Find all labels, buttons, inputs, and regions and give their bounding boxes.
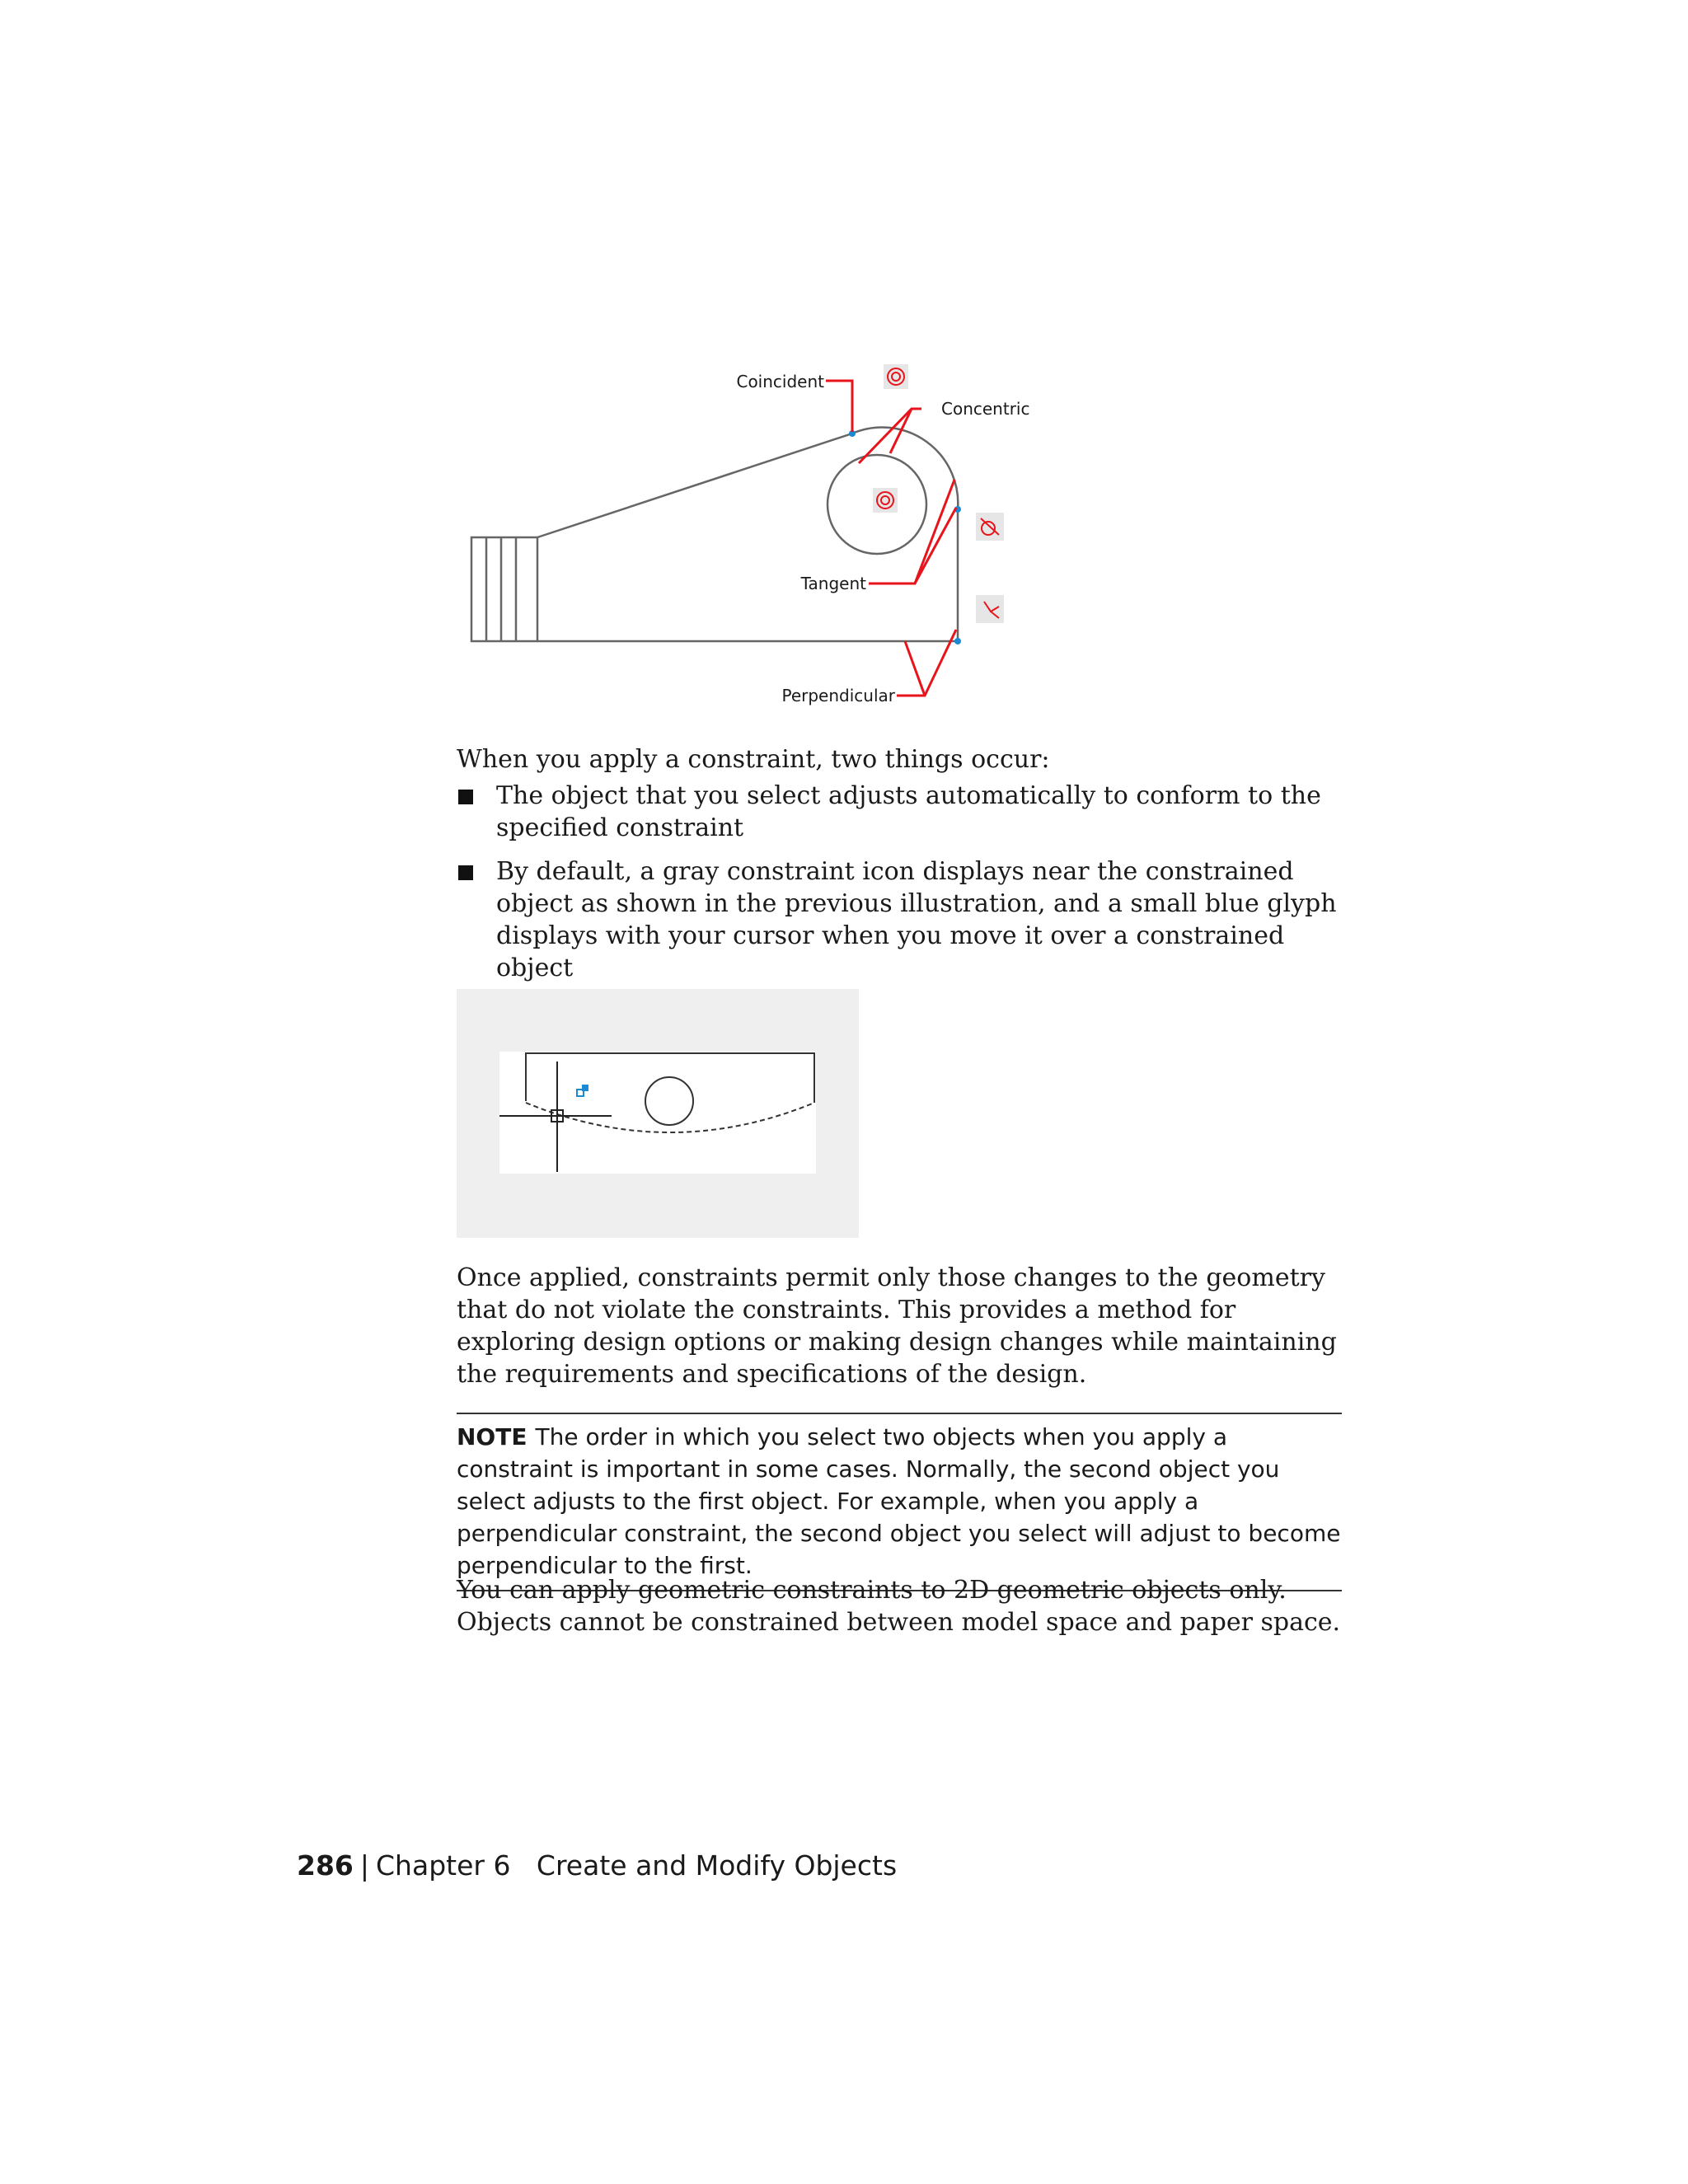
chapter-label: Chapter 6 bbox=[376, 1849, 511, 1882]
part-geometry bbox=[471, 428, 958, 641]
bullet-square-icon bbox=[458, 865, 473, 880]
cursor-glyph-diagram bbox=[457, 989, 859, 1238]
grips bbox=[849, 430, 961, 644]
concentric-icon bbox=[873, 488, 898, 513]
label-perpendicular: Perpendicular bbox=[781, 686, 895, 705]
arc-edge bbox=[852, 428, 958, 509]
perpendicular-icon bbox=[976, 595, 1004, 623]
cursor-glyph-illustration bbox=[457, 989, 859, 1238]
note-text: The order in which you select two objects when you apply a constraint is important in some cases. Normally, the second object you select adjusts to the first object. For example, when you apply a perpendicular constraint, the second object you select will adjust to become perpendicular to the first. bbox=[457, 1423, 1341, 1579]
list-item bbox=[457, 855, 1342, 984]
paragraph-constraints-behavior: Once applied, constraints permit only those changes to the geometry that do not violate the constraints. This provides a method for exploring design options or making design changes while maintaining the requirements and specifications of the design. bbox=[457, 1263, 1337, 1389]
bullet-text: The object that you select adjusts automatically to conform to the specified constraint bbox=[496, 781, 1321, 842]
note-box bbox=[457, 1413, 1342, 1591]
label-concentric: Concentric bbox=[941, 399, 1030, 419]
part-outline bbox=[526, 1053, 814, 1132]
constraint-glyph-icon bbox=[577, 1085, 588, 1096]
bullet-square-icon bbox=[458, 790, 473, 804]
constraint-diagram bbox=[462, 354, 1055, 717]
perpendicular-leader-a bbox=[897, 630, 956, 696]
intro-text: When you apply a constraint, two things occur: bbox=[457, 745, 1050, 774]
coincident-leader bbox=[826, 381, 852, 432]
label-tangent: Tangent bbox=[800, 574, 866, 593]
chapter-title: Create and Modify Objects bbox=[536, 1849, 898, 1882]
label-coincident: Coincident bbox=[736, 372, 824, 391]
tangent-icon bbox=[976, 513, 1004, 541]
footer-separator: | bbox=[359, 1849, 370, 1882]
note-tag: NOTE bbox=[457, 1423, 528, 1451]
constraint-illustration bbox=[462, 354, 1055, 717]
slanted-edge bbox=[537, 434, 852, 537]
concentric-leader-a bbox=[859, 409, 921, 463]
concentric-icon bbox=[884, 364, 908, 389]
page-footer bbox=[297, 1849, 897, 1882]
tangent-leader-b bbox=[915, 508, 956, 583]
bullet-list bbox=[457, 780, 1342, 996]
bullet-text: By default, a gray constraint icon displays near the constrained object as shown in the previous illustration, and a small blue glyph displays with your cursor when you move it over a constrained object bbox=[496, 857, 1337, 982]
list-item bbox=[457, 780, 1342, 844]
perpendicular-leader-b bbox=[905, 641, 925, 696]
paragraph-2d-only: You can apply geometric constraints to 2D geometric objects only. Objects cannot be constrained between model space and paper space. bbox=[457, 1576, 1341, 1637]
page-number: 286 bbox=[297, 1849, 354, 1882]
end-block bbox=[471, 537, 537, 641]
crosshair-cursor-icon bbox=[499, 1062, 612, 1172]
